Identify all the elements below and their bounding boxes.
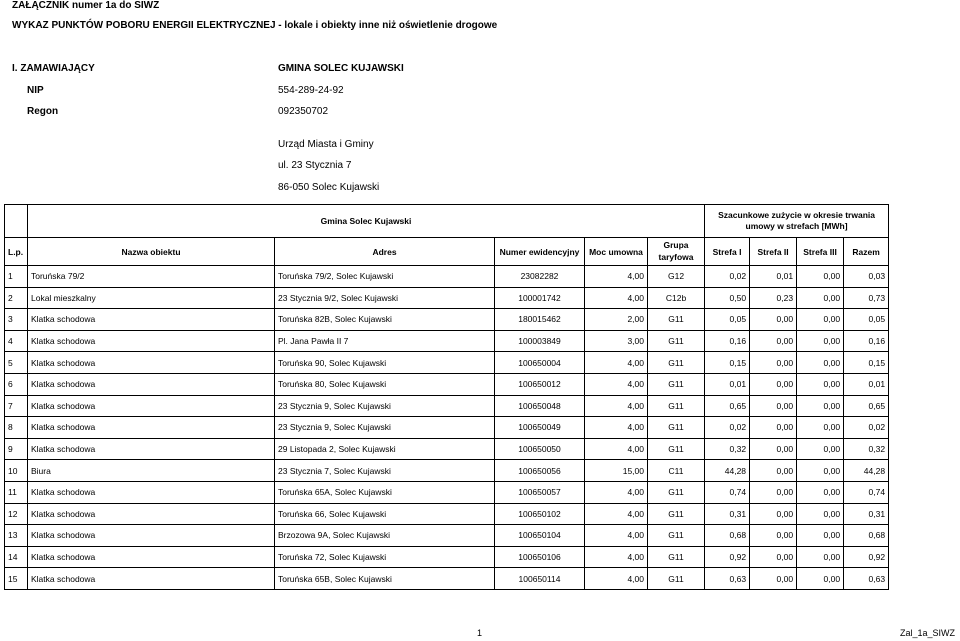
cell-moc-umowna: 4,00 xyxy=(585,525,648,547)
cell-strefa-1: 0,02 xyxy=(705,266,750,288)
cell-moc-umowna: 2,00 xyxy=(585,309,648,331)
cell-strefa-3: 0,00 xyxy=(797,330,844,352)
cell-nazwa-obiektu: Klatka schodowa xyxy=(28,481,275,503)
table-row xyxy=(5,438,889,460)
nip-label: NIP xyxy=(27,85,44,96)
cell-numer-ewidencyjny: 100650048 xyxy=(495,395,585,417)
cell-strefa-3: 0,00 xyxy=(797,503,844,525)
cell-strefa-3: 0,00 xyxy=(797,352,844,374)
column-header-strefa-3: Strefa III xyxy=(797,238,844,266)
cell-strefa-1: 0,32 xyxy=(705,438,750,460)
cell-strefa-2: 0,00 xyxy=(750,438,797,460)
cell-nazwa-obiektu: Toruńska 79/2 xyxy=(28,266,275,288)
cell-strefa-1: 0,65 xyxy=(705,395,750,417)
cell-strefa-2: 0,00 xyxy=(750,330,797,352)
column-header-moc-umowna: Moc umowna xyxy=(585,238,648,266)
table-row xyxy=(5,395,889,417)
cell-strefa-1: 0,05 xyxy=(705,309,750,331)
cell-adres: Toruńska 79/2, Solec Kujawski xyxy=(275,266,495,288)
cell-strefa-2: 0,00 xyxy=(750,373,797,395)
table-row xyxy=(5,417,889,439)
address-line-3: 86-050 Solec Kujawski xyxy=(278,182,380,193)
cell-lp: 15 xyxy=(5,568,28,590)
cell-strefa-1: 0,92 xyxy=(705,546,750,568)
column-header-strefa-1: Strefa I xyxy=(705,238,750,266)
cell-razem: 0,73 xyxy=(844,287,889,309)
cell-strefa-1: 0,15 xyxy=(705,352,750,374)
cell-razem: 0,01 xyxy=(844,373,889,395)
cell-nazwa-obiektu: Klatka schodowa xyxy=(28,352,275,374)
cell-moc-umowna: 4,00 xyxy=(585,266,648,288)
cell-lp: 10 xyxy=(5,460,28,482)
cell-lp: 6 xyxy=(5,373,28,395)
address-line-1: Urząd Miasta i Gminy xyxy=(278,139,374,150)
cell-lp: 5 xyxy=(5,352,28,374)
cell-numer-ewidencyjny: 100001742 xyxy=(495,287,585,309)
cell-grupa-taryfowa: G11 xyxy=(648,352,705,374)
buyer-name: GMINA SOLEC KUJAWSKI xyxy=(278,63,404,74)
cell-lp: 7 xyxy=(5,395,28,417)
column-header-strefa-2: Strefa II xyxy=(750,238,797,266)
cell-grupa-taryfowa: G11 xyxy=(648,546,705,568)
table-row xyxy=(5,266,889,288)
cell-razem: 44,28 xyxy=(844,460,889,482)
cell-nazwa-obiektu: Klatka schodowa xyxy=(28,309,275,331)
cell-strefa-3: 0,00 xyxy=(797,417,844,439)
cell-strefa-3: 0,00 xyxy=(797,481,844,503)
cell-razem: 0,16 xyxy=(844,330,889,352)
cell-moc-umowna: 4,00 xyxy=(585,395,648,417)
energy-points-table xyxy=(4,204,889,590)
column-header-lp: L.p. xyxy=(5,238,28,266)
table-row xyxy=(5,352,889,374)
cell-nazwa-obiektu: Lokal mieszkalny xyxy=(28,287,275,309)
cell-razem: 0,31 xyxy=(844,503,889,525)
cell-moc-umowna: 4,00 xyxy=(585,438,648,460)
cell-strefa-3: 0,00 xyxy=(797,395,844,417)
cell-grupa-taryfowa: G11 xyxy=(648,330,705,352)
cell-numer-ewidencyjny: 180015462 xyxy=(495,309,585,331)
table-row xyxy=(5,460,889,482)
cell-adres: 23 Stycznia 9, Solec Kujawski xyxy=(275,395,495,417)
table-row xyxy=(5,309,889,331)
cell-adres: Toruńska 90, Solec Kujawski xyxy=(275,352,495,374)
cell-nazwa-obiektu: Klatka schodowa xyxy=(28,330,275,352)
cell-strefa-1: 0,01 xyxy=(705,373,750,395)
cell-razem: 0,05 xyxy=(844,309,889,331)
cell-adres: Brzozowa 9A, Solec Kujawski xyxy=(275,525,495,547)
cell-strefa-1: 44,28 xyxy=(705,460,750,482)
cell-lp: 11 xyxy=(5,481,28,503)
cell-adres: Toruńska 72, Solec Kujawski xyxy=(275,546,495,568)
cell-grupa-taryfowa: G11 xyxy=(648,503,705,525)
cell-nazwa-obiektu: Biura xyxy=(28,460,275,482)
cell-numer-ewidencyjny: 100650104 xyxy=(495,525,585,547)
cell-moc-umowna: 4,00 xyxy=(585,481,648,503)
cell-strefa-1: 0,50 xyxy=(705,287,750,309)
cell-grupa-taryfowa: G11 xyxy=(648,438,705,460)
cell-strefa-3: 0,00 xyxy=(797,438,844,460)
cell-adres: 29 Listopada 2, Solec Kujawski xyxy=(275,438,495,460)
cell-strefa-3: 0,00 xyxy=(797,568,844,590)
cell-nazwa-obiektu: Klatka schodowa xyxy=(28,395,275,417)
cell-razem: 0,92 xyxy=(844,546,889,568)
cell-strefa-2: 0,00 xyxy=(750,395,797,417)
cell-strefa-3: 0,00 xyxy=(797,309,844,331)
cell-adres: 23 Stycznia 9, Solec Kujawski xyxy=(275,417,495,439)
cell-moc-umowna: 3,00 xyxy=(585,330,648,352)
cell-adres: Toruńska 66, Solec Kujawski xyxy=(275,503,495,525)
cell-moc-umowna: 4,00 xyxy=(585,503,648,525)
cell-strefa-3: 0,00 xyxy=(797,266,844,288)
address-line-2: ul. 23 Stycznia 7 xyxy=(278,160,352,171)
cell-adres: Toruńska 65A, Solec Kujawski xyxy=(275,481,495,503)
cell-nazwa-obiektu: Klatka schodowa xyxy=(28,373,275,395)
cell-nazwa-obiektu: Klatka schodowa xyxy=(28,417,275,439)
cell-strefa-3: 0,00 xyxy=(797,373,844,395)
cell-strefa-2: 0,00 xyxy=(750,309,797,331)
cell-strefa-1: 0,74 xyxy=(705,481,750,503)
cell-lp: 2 xyxy=(5,287,28,309)
document-code: Zal_1a_SIWZ xyxy=(900,628,956,638)
cell-nazwa-obiektu: Klatka schodowa xyxy=(28,525,275,547)
cell-nazwa-obiektu: Klatka schodowa xyxy=(28,546,275,568)
regon-label: Regon xyxy=(27,106,59,117)
cell-lp: 9 xyxy=(5,438,28,460)
nip-value: 554-289-24-92 xyxy=(278,85,344,96)
cell-moc-umowna: 4,00 xyxy=(585,417,648,439)
cell-strefa-2: 0,00 xyxy=(750,525,797,547)
cell-moc-umowna: 4,00 xyxy=(585,287,648,309)
cell-adres: Toruńska 65B, Solec Kujawski xyxy=(275,568,495,590)
cell-strefa-1: 0,31 xyxy=(705,503,750,525)
table-row xyxy=(5,330,889,352)
table-row xyxy=(5,546,889,568)
cell-strefa-2: 0,00 xyxy=(750,460,797,482)
cell-moc-umowna: 4,00 xyxy=(585,352,648,374)
cell-strefa-2: 0,00 xyxy=(750,546,797,568)
cell-strefa-2: 0,23 xyxy=(750,287,797,309)
cell-grupa-taryfowa: G11 xyxy=(648,395,705,417)
cell-razem: 0,68 xyxy=(844,525,889,547)
cell-razem: 0,63 xyxy=(844,568,889,590)
cell-lp: 12 xyxy=(5,503,28,525)
cell-razem: 0,02 xyxy=(844,417,889,439)
cell-razem: 0,74 xyxy=(844,481,889,503)
cell-grupa-taryfowa: G11 xyxy=(648,568,705,590)
cell-adres: Pl. Jana Pawła II 7 xyxy=(275,330,495,352)
cell-nazwa-obiektu: Klatka schodowa xyxy=(28,568,275,590)
cell-nazwa-obiektu: Klatka schodowa xyxy=(28,503,275,525)
table-row xyxy=(5,287,889,309)
cell-razem: 0,15 xyxy=(844,352,889,374)
cell-numer-ewidencyjny: 23082282 xyxy=(495,266,585,288)
cell-strefa-3: 0,00 xyxy=(797,287,844,309)
cell-grupa-taryfowa: G11 xyxy=(648,481,705,503)
cell-moc-umowna: 4,00 xyxy=(585,373,648,395)
group-header: Gmina Solec Kujawski xyxy=(28,205,705,238)
cell-lp: 13 xyxy=(5,525,28,547)
cell-numer-ewidencyjny: 100650056 xyxy=(495,460,585,482)
cell-numer-ewidencyjny: 100003849 xyxy=(495,330,585,352)
cell-strefa-2: 0,01 xyxy=(750,266,797,288)
table-row xyxy=(5,503,889,525)
cell-moc-umowna: 15,00 xyxy=(585,460,648,482)
cell-lp: 14 xyxy=(5,546,28,568)
column-header-adres: Adres xyxy=(275,238,495,266)
document-subtitle: WYKAZ PUNKTÓW POBORU ENERGII ELEKTRYCZNEJ - lokale i obiekty inne niż oświetlenie drogowe xyxy=(12,20,498,31)
cell-razem: 0,65 xyxy=(844,395,889,417)
cell-nazwa-obiektu: Klatka schodowa xyxy=(28,438,275,460)
cell-adres: 23 Stycznia 9/2, Solec Kujawski xyxy=(275,287,495,309)
page-number: 1 xyxy=(477,628,483,638)
cell-adres: 23 Stycznia 7, Solec Kujawski xyxy=(275,460,495,482)
cell-strefa-3: 0,00 xyxy=(797,525,844,547)
cell-grupa-taryfowa: G11 xyxy=(648,417,705,439)
cell-numer-ewidencyjny: 100650049 xyxy=(495,417,585,439)
usage-header: Szacunkowe zużycie w okresie trwania umowy w strefach [MWh] xyxy=(705,205,889,238)
cell-moc-umowna: 4,00 xyxy=(585,568,648,590)
cell-strefa-1: 0,16 xyxy=(705,330,750,352)
cell-lp: 4 xyxy=(5,330,28,352)
table-row xyxy=(5,568,889,590)
cell-lp: 3 xyxy=(5,309,28,331)
cell-grupa-taryfowa: G11 xyxy=(648,373,705,395)
regon-value: 092350702 xyxy=(278,106,329,117)
cell-numer-ewidencyjny: 100650050 xyxy=(495,438,585,460)
cell-strefa-1: 0,68 xyxy=(705,525,750,547)
cell-grupa-taryfowa: G11 xyxy=(648,309,705,331)
cell-strefa-2: 0,00 xyxy=(750,417,797,439)
cell-lp: 8 xyxy=(5,417,28,439)
cell-lp: 1 xyxy=(5,266,28,288)
cell-razem: 0,32 xyxy=(844,438,889,460)
table-row xyxy=(5,481,889,503)
cell-adres: Toruńska 80, Solec Kujawski xyxy=(275,373,495,395)
cell-grupa-taryfowa: G12 xyxy=(648,266,705,288)
cell-strefa-1: 0,02 xyxy=(705,417,750,439)
cell-numer-ewidencyjny: 100650106 xyxy=(495,546,585,568)
cell-numer-ewidencyjny: 100650012 xyxy=(495,373,585,395)
section-label: I. ZAMAWIAJĄCY xyxy=(12,63,95,74)
cell-numer-ewidencyjny: 100650114 xyxy=(495,568,585,590)
column-header-razem: Razem xyxy=(844,238,889,266)
table-row xyxy=(5,525,889,547)
cell-strefa-1: 0,63 xyxy=(705,568,750,590)
column-header-numer-ewidencyjny: Numer ewidencyjny xyxy=(495,238,585,266)
cell-grupa-taryfowa: C11 xyxy=(648,460,705,482)
cell-strefa-2: 0,00 xyxy=(750,352,797,374)
cell-grupa-taryfowa: G11 xyxy=(648,525,705,547)
cell-strefa-2: 0,00 xyxy=(750,568,797,590)
cell-strefa-2: 0,00 xyxy=(750,503,797,525)
cell-strefa-2: 0,00 xyxy=(750,481,797,503)
cell-numer-ewidencyjny: 100650102 xyxy=(495,503,585,525)
cell-grupa-taryfowa: C12b xyxy=(648,287,705,309)
document-title: ZAŁĄCZNIK numer 1a do SIWZ xyxy=(12,0,160,11)
cell-numer-ewidencyjny: 100650057 xyxy=(495,481,585,503)
cell-moc-umowna: 4,00 xyxy=(585,546,648,568)
cell-numer-ewidencyjny: 100650004 xyxy=(495,352,585,374)
cell-adres: Toruńska 82B, Solec Kujawski xyxy=(275,309,495,331)
cell-strefa-3: 0,00 xyxy=(797,460,844,482)
column-header-nazwa-obiektu: Nazwa obiektu xyxy=(28,238,275,266)
cell-strefa-3: 0,00 xyxy=(797,546,844,568)
column-header-grupa-taryfowa: Grupa taryfowa xyxy=(648,238,705,266)
cell-razem: 0,03 xyxy=(844,266,889,288)
table-row xyxy=(5,373,889,395)
